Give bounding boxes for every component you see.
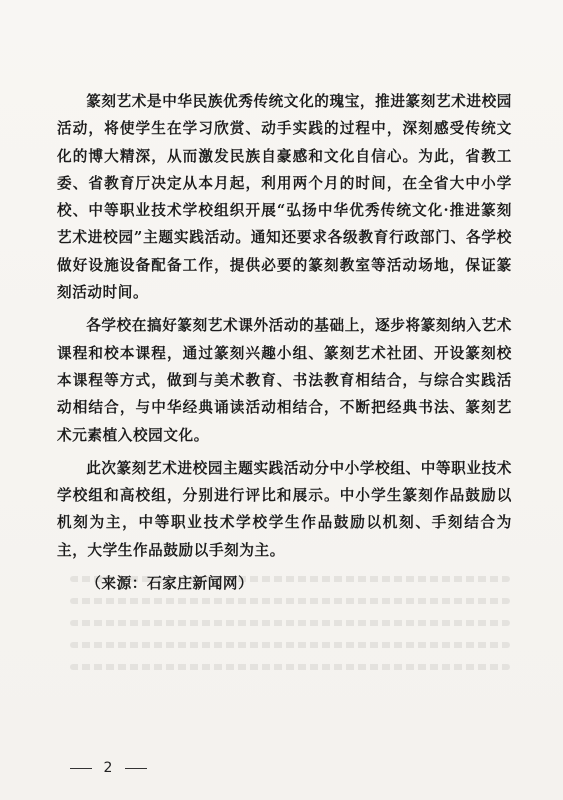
- dash-left: [70, 768, 92, 769]
- paragraph-3: 此次篆刻艺术进校园主题实践活动分中小学校组、中等职业技术学校组和高校组，分别进行评比和展示。中小学生篆刻作品鼓励以机刻为主，中等职业技术学校学生作品鼓励以机刻、手刻结合为主，大学生作品鼓励以手刻为主。: [57, 459, 512, 559]
- source-attribution: （来源：石家庄新闻网）: [86, 575, 254, 593]
- article-body: [57, 88, 512, 597]
- paragraph-2: 各学校在搞好篆刻艺术课外活动的基础上，逐步将篆刻纳入艺术课程和校本课程，通过篆刻兴趣小组、篆刻艺术社团、开设篆刻校本课程等方式，做到与美术教育、书法教育相结合，与综合实践活动相结合，与中华经典诵读活动相结合，不断把经典书法、篆刻艺术元素植入校园文化。: [57, 317, 512, 444]
- paragraph-1: 篆刻艺术是中华民族优秀传统文化的瑰宝，推进篆刻艺术进校园活动，将使学生在学习欣赏、动手实践的过程中，深刻感受传统文化的博大精深，从而激发民族自豪感和文化自信心。为此，省教工委、省教育厅决定从本月起，利用两个月的时间，在全省大中小学校、中等职业技术学校组织开展“弘扬中华优秀传统文化·推进篆刻艺术进校园”主题实践活动。通知还要求各级教育行政部门、各学校做好设施设备配备工作，提供必要的篆刻教室等活动场地，保证篆刻活动时间。: [57, 93, 512, 302]
- page-number: 2: [103, 760, 114, 776]
- dash-right: [125, 768, 147, 769]
- page-footer: [64, 760, 153, 776]
